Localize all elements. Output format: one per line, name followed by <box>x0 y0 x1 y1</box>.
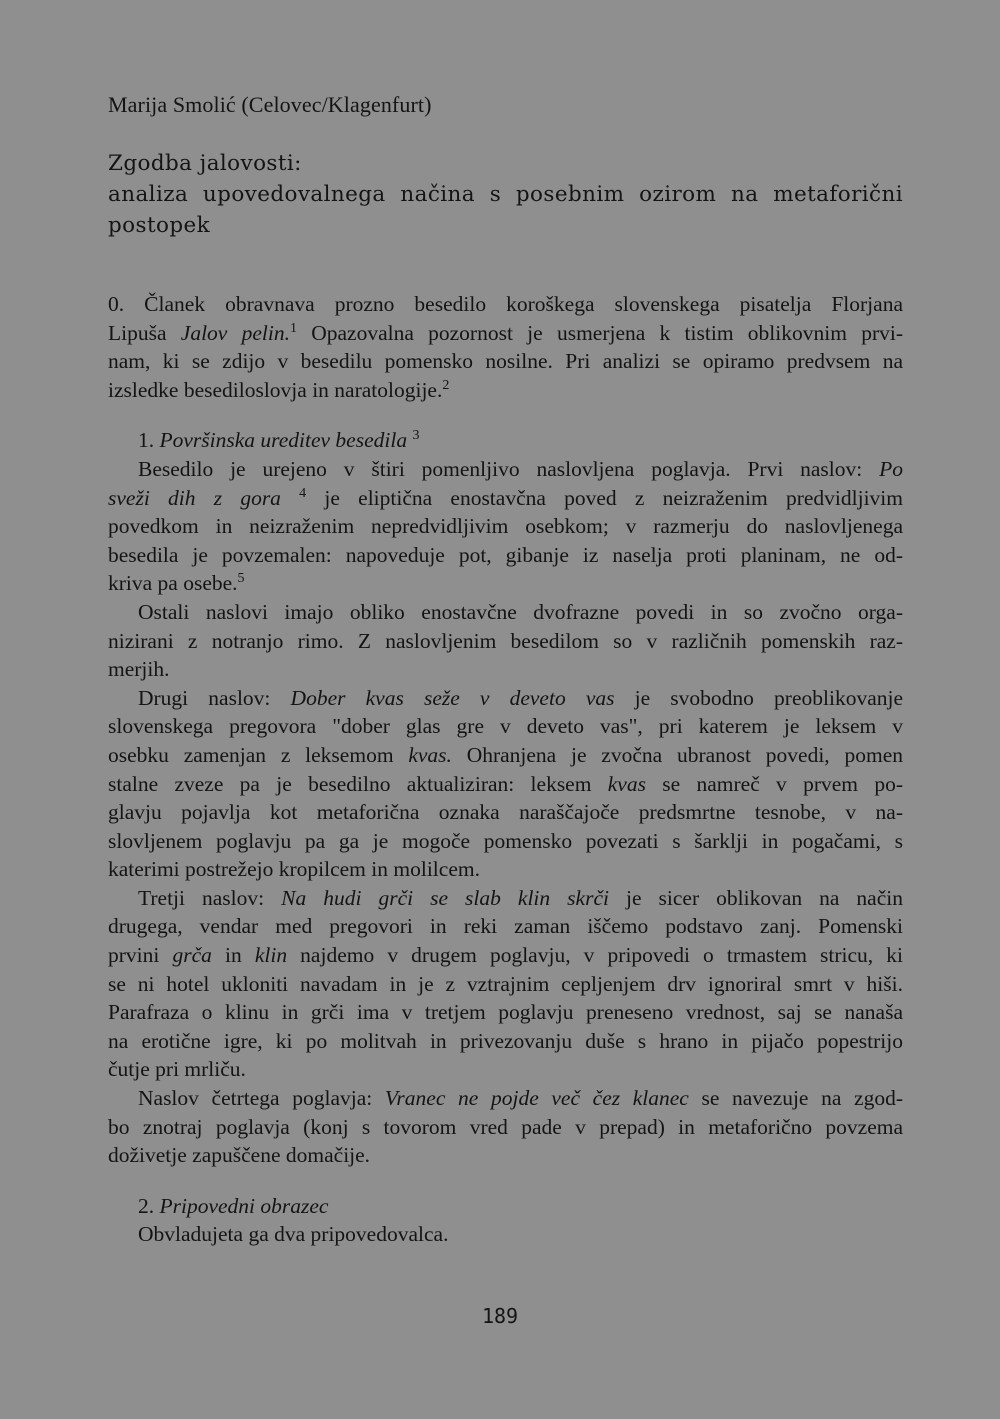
body-line: merjih. <box>108 657 170 682</box>
body-line: slovenskega pregovora "dober glas gre v deveto vas", pri katerem je leksem v <box>108 714 903 739</box>
body-line: Naslov četrtega poglavja: Vranec ne pojde več čez klanec se navezuje na zgod- <box>138 1086 903 1111</box>
body-line: bo znotraj poglavja (konj s tovorom vred pade v prepad) in metaforično povzema <box>108 1114 903 1139</box>
footnote-ref: 3 <box>412 428 420 444</box>
body-line: nizirani z notranjo rimo. Z naslovljenim besedilom so v različnih pomenskih raz- <box>108 628 903 653</box>
body-line: se ni hotel ukloniti navadam in je z vztrajnim cepljenjem drv ignoriral smrt v hiši. <box>108 971 903 996</box>
body-line: osebku zamenjan z leksemom kvas. Ohranjena je zvočna ubranost povedi, pomen <box>108 742 903 767</box>
article-title <box>108 148 903 241</box>
body-line: katerimi postrežejo kropilcem in molilcem. <box>108 857 480 882</box>
body-line: Tretji naslov: Na hudi grči se slab klin skrči je sicer oblikovan na način <box>138 885 903 910</box>
title-line-3: postopek <box>108 213 211 238</box>
body-line: slovljenem poglavju pa ga je mogoče pomensko povezati s šarklji in pogačami, s <box>108 828 903 853</box>
section-heading-1: 1. Površinska ureditev besedila $^3$ <box>138 428 420 453</box>
title-line-2: analiza upovedovalnega načina s posebnim ozirom na metaforični <box>108 182 903 207</box>
body-line: Lipuša Jalov pelin.$^1$ Opazovalna pozornost je usmerjena k tistim oblikovnim prvi- <box>108 320 903 345</box>
body-line: drugega, vendar med pregovori in reki zaman iščemo podstavo zanj. Pomenski <box>108 914 903 939</box>
body-line: Obvladujeta ga dva pripovedovalca. <box>138 1222 449 1247</box>
title-line-1: Zgodba jalovosti: <box>108 151 302 176</box>
footnote-ref: 1 <box>289 320 297 336</box>
body-line: prvini grča in klin najdemo v drugem poglavju, v pripovedi o trmastem stricu, ki <box>108 943 903 968</box>
footnote-ref: 5 <box>237 571 245 587</box>
body-line: nam, ki se zdijo v besedilu pomensko nosilne. Pri analizi se opiramo predvsem na <box>108 349 903 374</box>
body-line: čutje pri mrliču. <box>108 1057 246 1082</box>
body-line: besedila je povzemalen: napoveduje pot, gibanje iz naselja proti planinam, ne od- <box>108 542 903 567</box>
body-line: glavju pojavlja kot metaforična oznaka naraščajoče predsmrtne tesnobe, v na- <box>108 800 903 825</box>
body-line: stalne zveze pa je besedilno aktualiziran: leksem kvas se namreč v prvem po- <box>108 771 903 796</box>
footnote-ref: 2 <box>442 377 450 393</box>
body-line: Drugi naslov: Dober kvas seže v deveto vas je svobodno preoblikovanje <box>138 685 903 710</box>
section-heading-2: 2. Pripovedni obrazec <box>138 1193 329 1218</box>
body-line: 0. Članek obravnava prozno besedilo koroškega slovenskega pisatelja Florjana <box>108 292 903 316</box>
body-line: izsledke besediloslovja in naratologije.$^2$ <box>108 377 450 402</box>
body-line: sveži dih z gora $^4$ je eliptična enostavčna poved z neizraženim predvidljivim <box>108 485 903 510</box>
footnote-ref: 4 <box>299 485 307 501</box>
body-line: na erotične igre, ki po molitvah in privezovanju duše s hrano in pijačo popestrijo <box>108 1028 903 1053</box>
body-line: Ostali naslovi imajo obliko enostavčne dvofrazne povedi in so zvočno orga- <box>138 599 903 624</box>
body-line: kriva pa osebe.$^5$ <box>108 571 245 596</box>
body-line: Parafraza o klinu in grči ima v tretjem poglavju preneseno vrednost, saj se nanaša <box>108 1000 903 1025</box>
body-line: povedkom in neizraženim nepredvidljivim osebkom; v razmerju do naslovljenega <box>108 514 903 539</box>
body-line: doživetje zapuščene domačije. <box>108 1143 371 1168</box>
article-body <box>108 290 903 1249</box>
body-line: Besedilo je urejeno v štiri pomenljivo naslovljena poglavja. Prvi naslov: Po <box>138 456 903 481</box>
author-line: Marija Smolić (Celovec/Klagenfurt) <box>108 92 432 117</box>
book-title: Jalov pelin. <box>180 320 290 345</box>
page-number: 189 <box>481 1304 519 1328</box>
